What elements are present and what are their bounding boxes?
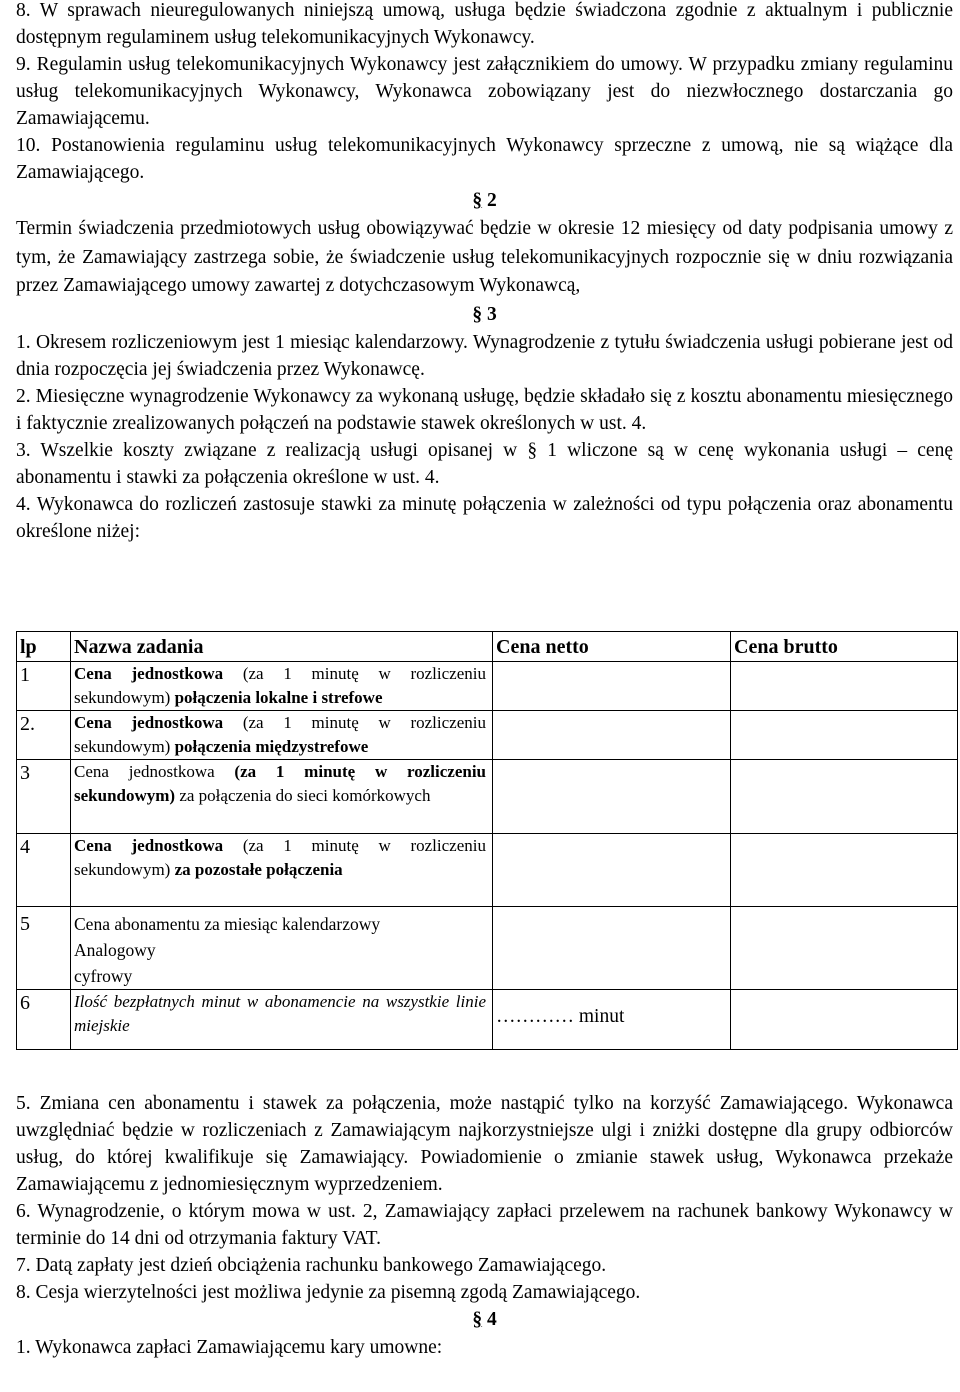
table-row — [17, 990, 958, 1050]
row-lp: 1 — [17, 662, 71, 711]
subscription-label: Cena abonamentu za miesiąc kalendarzowy — [74, 914, 381, 934]
paragraph-10: 10. Postanowienia regulaminu usług telekomunikacyjnych Wykonawcy sprzeczne z umową, nie są wiążące dla Zamawiającego. — [16, 135, 953, 183]
table-row — [17, 907, 958, 990]
section-number: 4 — [486, 1309, 497, 1330]
section-3-item-5: 5. Zmiana cen abonamentu i stawek za połączenia, może nastąpić tylko na korzyść Zamawiającego. Wykonawca uwzględniać będzie w rozliczeniach z Zamawiającym najkorzystniejsze ulgi i zniżki dostępne dla grupy odbiorców usług, do której kwalifikuje się Zamawiający. Powiadomienie o zmianie stawek usług, Wykonawca przekaże Zamawiającemu z jednomiesięcznym wyprzedzeniem. — [16, 1093, 953, 1195]
row-net-price — [493, 711, 731, 760]
row-name: Ilość bezpłatnych minut w abonamencie na wszystkie linie miejskie — [71, 990, 493, 1050]
row-lp: 6 — [17, 990, 71, 1050]
row-name: Cena jednostkowa (za 1 minutę w rozliczeniu sekundowym) za pozostałe połączenia — [71, 834, 493, 907]
section-3-item-6: 6. Wynagrodzenie, o którym mowa w ust. 2, Zamawiający zapłaci przelewem na rachunek bankowy Wykonawcy w terminie do 14 dni od otrzymania faktury VAT. — [16, 1201, 953, 1249]
section-3-item-4: 4. Wykonawca do rozliczeń zastosuje stawki za minutę połączenia w zależności od typu połączenia oraz abonamentu określone niżej: — [16, 493, 953, 542]
paragraph-8: 8. W sprawach nieuregulowanych niniejszą umową, usługa będzie świadczona zgodnie z aktualnym i publicznie dostępnym regulaminem usług telekomunikacyjnych Wykonawcy. — [16, 0, 953, 48]
section-sign: § — [472, 190, 483, 211]
row-lp: 2. — [17, 711, 71, 760]
row-gross-price — [731, 990, 958, 1050]
row-net-price: ………… minut — [493, 990, 731, 1050]
section-heading-3 — [16, 301, 953, 329]
row-net-price — [493, 907, 731, 990]
header-lp: lp — [17, 632, 71, 662]
table-row — [17, 834, 958, 907]
section-number: 2 — [486, 190, 497, 211]
row-net-price — [493, 662, 731, 711]
row-gross-price — [731, 907, 958, 990]
row-net-price — [493, 760, 731, 834]
row-net-price — [493, 834, 731, 907]
section-heading-4 — [16, 1306, 953, 1334]
row-lp: 4 — [17, 834, 71, 907]
row-lp: 5 — [17, 907, 71, 990]
row-lp: 3 — [17, 760, 71, 834]
section-3-item-2: 2. Miesięczne wynagrodzenie Wykonawcy za wykonaną usługę, będzie składało się z kosztu abonamentu miesięcznego i faktycznie zrealizowanych połączeń na podstawie stawek określonych w ust. 4. — [16, 385, 953, 434]
section-2-text: Termin świadczenia przedmiotowych usług obowiązywać będzie w okresie 12 miesięcy od daty podpisania umowy z tym, że Zamawiający zastrzega sobie, że świadczenie usług telekomunikacyjnych rozpocznie się w dniu rozwiązania przez Zamawiającego umowy zawartej z dotychczasowym Wykonawcą, — [16, 218, 953, 296]
subscription-digital: cyfrowy — [74, 966, 133, 986]
row-gross-price — [731, 711, 958, 760]
table-row — [17, 662, 958, 711]
section-3-item-7: 7. Datą zapłaty jest dzień obciążenia rachunku bankowego Zamawiającego. — [16, 1255, 607, 1276]
section-sign: § — [472, 303, 483, 325]
header-gross: Cena brutto — [731, 632, 958, 662]
document-page — [16, 0, 953, 545]
section-3-item-1: 1. Okresem rozliczeniowym jest 1 miesiąc kalendarzowy. Wynagrodzenie z tytułu świadczenia usługi pobierane jest od dnia rozpoczęcia jej świadczenia przez Wykonawcę. — [16, 331, 953, 380]
row-name: Cena jednostkowa (za 1 minutę w rozliczeniu sekundowym) połączenia międzystrefowe — [71, 711, 493, 760]
table-row — [17, 760, 958, 834]
subscription-analog: Analogowy — [74, 940, 156, 960]
row-name: Cena jednostkowa (za 1 minutę w rozliczeniu sekundowym) połączenia lokalne i strefowe — [71, 662, 493, 711]
section-number: 3 — [486, 303, 497, 325]
header-name: Nazwa zadania — [71, 632, 493, 662]
section-heading-2 — [16, 187, 953, 215]
section-3-item-3: 3. Wszelkie koszty związane z realizacją usługi opisanej w § 1 wliczone są w cenę wykonania usługi – cenę abonamentu i stawki za połączenia określone w ust. 4. — [16, 439, 953, 488]
paragraph-9: 9. Regulamin usług telekomunikacyjnych Wykonawcy jest załącznikiem do umowy. W przypadku zmiany regulaminu usług telekomunikacyjnych Wykonawcy, Wykonawca zobowiązany jest do niezwłocznego dostarczania go Zamawiającemu. — [16, 54, 953, 129]
row-gross-price — [731, 834, 958, 907]
row-name: Cena jednostkowa (za 1 minutę w rozliczeniu sekundowym) za połączenia do sieci komórkowych — [71, 760, 493, 834]
after-table-section — [16, 1090, 953, 1361]
table-row — [17, 711, 958, 760]
row-gross-price — [731, 760, 958, 834]
row-name — [71, 907, 493, 990]
section-4-item-1: 1. Wykonawca zapłaci Zamawiającemu kary umowne: — [16, 1337, 443, 1358]
table-header-row — [17, 632, 958, 662]
section-3-item-8: 8. Cesja wierzytelności jest możliwa jedynie za pisemną zgodą Zamawiającego. — [16, 1282, 641, 1303]
header-net: Cena netto — [493, 632, 731, 662]
section-sign: § — [472, 1309, 483, 1330]
price-table — [16, 631, 958, 1050]
row-gross-price — [731, 662, 958, 711]
